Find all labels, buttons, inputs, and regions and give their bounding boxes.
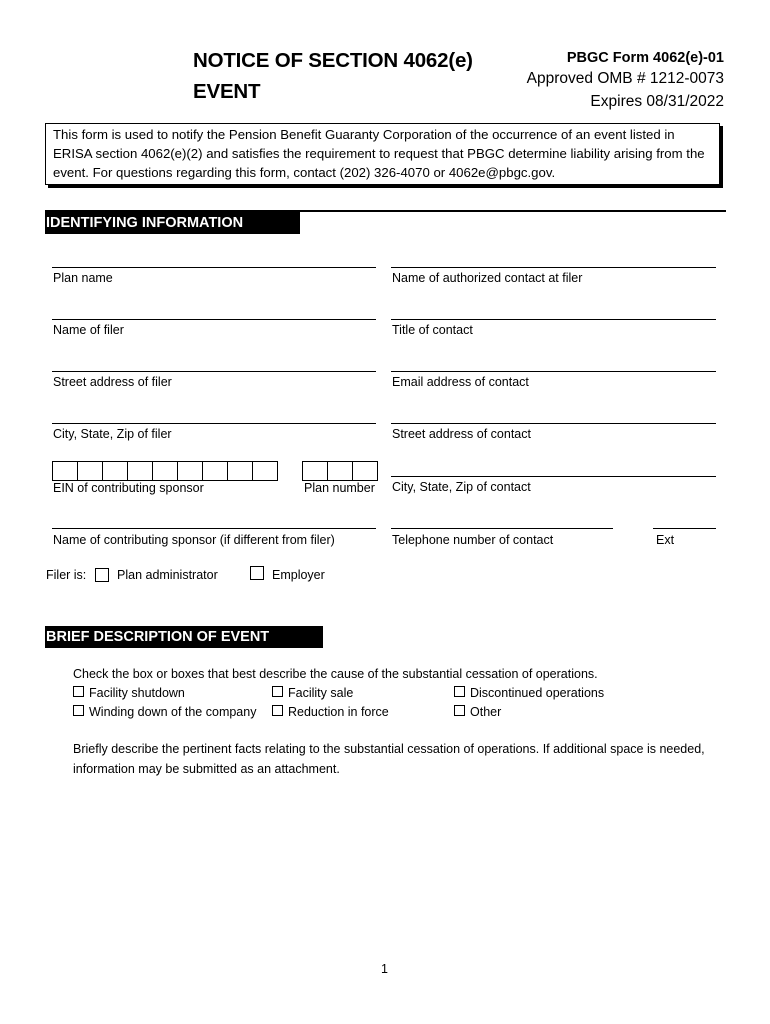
filer-name-input[interactable] [52, 319, 376, 320]
filer-is-label: Filer is: [46, 568, 87, 582]
other-checkbox[interactable] [454, 705, 465, 716]
section-rule [45, 645, 298, 647]
plan-number-digit-box[interactable] [327, 461, 353, 481]
plan-name-label: Plan name [53, 271, 113, 285]
contact-title-input[interactable] [391, 319, 716, 320]
winding-down-label: Winding down of the company [89, 705, 257, 719]
facility-sale-option[interactable] [272, 686, 353, 700]
event-description-area[interactable] [73, 790, 723, 950]
ein-input[interactable] [52, 461, 277, 481]
ein-digit-box[interactable] [77, 461, 103, 481]
facility-shutdown-label: Facility shutdown [89, 686, 185, 700]
plan-number-digit-box[interactable] [352, 461, 378, 481]
check-instruction: Check the box or boxes that best describe the cause of the substantial cessation of operations. [73, 667, 598, 681]
facility-sale-label: Facility sale [288, 686, 354, 700]
plan-administrator-label: Plan administrator [117, 568, 218, 582]
contact-street-label: Street address of contact [392, 427, 531, 441]
ein-digit-box[interactable] [127, 461, 153, 481]
expiration-date: Expires 08/31/2022 [590, 93, 724, 110]
authorized-contact-input[interactable] [391, 267, 716, 268]
ein-digit-box[interactable] [227, 461, 253, 481]
filer-name-label: Name of filer [53, 323, 124, 337]
ein-digit-box[interactable] [177, 461, 203, 481]
winding-down-option[interactable] [73, 705, 256, 719]
form-id: PBGC Form 4062(e)-01 [566, 50, 724, 66]
ein-digit-box[interactable] [252, 461, 278, 481]
discontinued-operations-option[interactable] [454, 686, 604, 700]
ein-label: EIN of contributing sponsor [53, 481, 204, 495]
employer-label: Employer [272, 568, 325, 582]
omb-number: Approved OMB # 1212-0073 [526, 70, 724, 87]
authorized-contact-label: Name of authorized contact at filer [392, 271, 583, 285]
ein-digit-box[interactable] [52, 461, 78, 481]
contact-phone-input[interactable] [391, 528, 613, 529]
plan-number-label: Plan number [304, 481, 375, 495]
ein-digit-box[interactable] [102, 461, 128, 481]
ein-digit-box[interactable] [202, 461, 228, 481]
sponsor-name-input[interactable] [52, 528, 376, 529]
section-heading-identifying: IDENTIFYING INFORMATION [45, 212, 300, 234]
reduction-in-force-label: Reduction in force [288, 705, 389, 719]
winding-down-checkbox[interactable] [73, 705, 84, 716]
reduction-in-force-option[interactable] [272, 705, 389, 719]
contact-city-input[interactable] [391, 476, 716, 477]
contact-phone-label: Telephone number of contact [392, 533, 554, 547]
filer-city-label: City, State, Zip of filer [53, 427, 172, 441]
other-option[interactable] [454, 705, 501, 719]
ein-digit-box[interactable] [152, 461, 178, 481]
other-label: Other [470, 705, 502, 719]
plan-number-digit-box[interactable] [302, 461, 328, 481]
contact-street-input[interactable] [391, 423, 716, 424]
intro-box: This form is used to notify the Pension Benefit Guaranty Corporation of the occurrence of an event listed in ERISA section 4062(e)(2) and satisfies the requirement to request that PBGC determine liability arising from the event. For questions regarding this form, contact (202) 326-4070 or 4062e@pbgc.gov. [45, 123, 720, 185]
page-number: 1 [381, 962, 388, 976]
sponsor-name-label: Name of contributing sponsor (if different from filer) [53, 533, 335, 547]
filer-street-label: Street address of filer [53, 375, 172, 389]
contact-title-label: Title of contact [392, 323, 473, 337]
ext-label: Ext [656, 533, 675, 547]
section-heading-event: BRIEF DESCRIPTION OF EVENT [45, 626, 323, 648]
describe-instruction: Briefly describe the pertinent facts relating to the substantial cessation of operations. If additional space is needed, information may be submitted as an attachment. [73, 742, 705, 776]
discontinued-operations-checkbox[interactable] [454, 686, 465, 697]
plan-administrator-checkbox[interactable] [95, 568, 109, 582]
facility-shutdown-option[interactable] [73, 686, 185, 700]
reduction-in-force-checkbox[interactable] [272, 705, 283, 716]
facility-sale-checkbox[interactable] [272, 686, 283, 697]
employer-checkbox[interactable] [250, 566, 264, 580]
plan-name-input[interactable] [52, 267, 376, 268]
contact-email-input[interactable] [391, 371, 716, 372]
filer-street-input[interactable] [52, 371, 376, 372]
form-title: NOTICE OF SECTION 4062(e) EVENT [193, 49, 473, 103]
filer-city-input[interactable] [52, 423, 376, 424]
contact-city-label: City, State, Zip of contact [392, 480, 531, 494]
discontinued-operations-label: Discontinued operations [470, 686, 605, 700]
plan-number-input[interactable] [302, 461, 377, 481]
contact-email-label: Email address of contact [392, 375, 529, 389]
facility-shutdown-checkbox[interactable] [73, 686, 84, 697]
ext-input[interactable] [653, 528, 716, 529]
